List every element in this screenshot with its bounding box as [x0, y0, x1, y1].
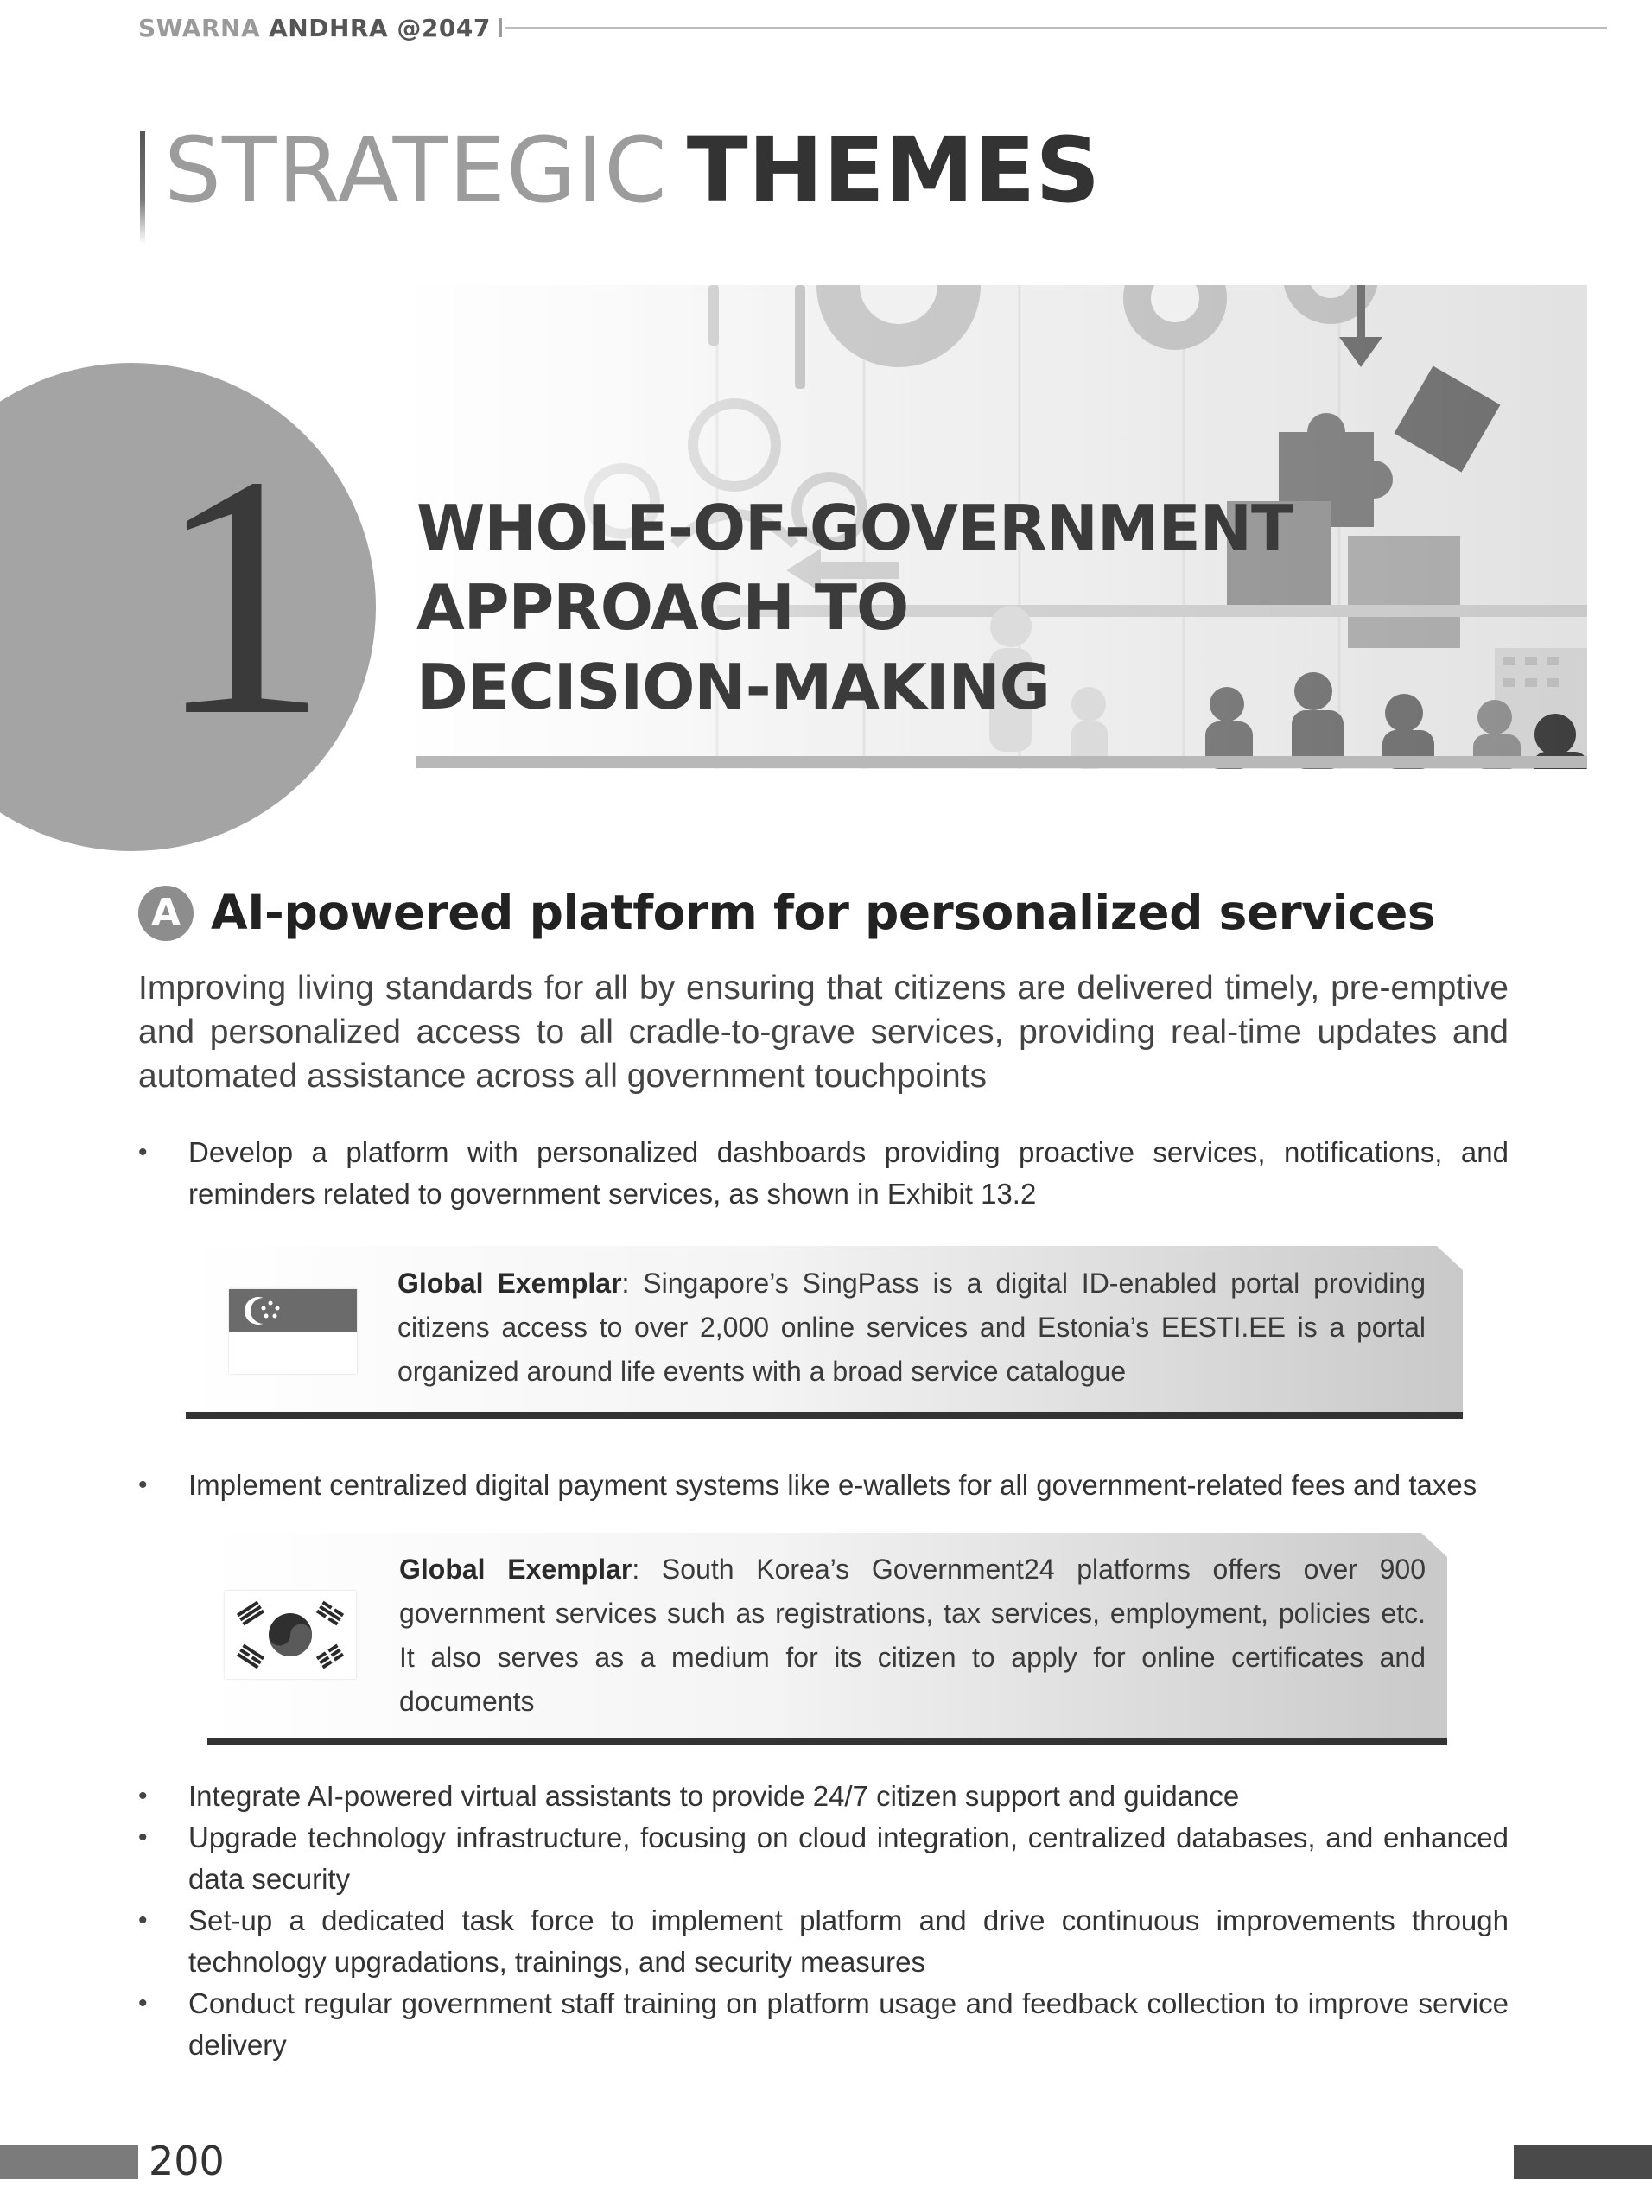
header-separator	[499, 18, 502, 37]
list-item: • Integrate AI-powered virtual assistants to provide 24/7 citizen support and guidance	[138, 1776, 1509, 1817]
list-item: • Set-up a dedicated task force to implement platform and drive continuous improvements through technology upgradations, trainings, and security measures	[138, 1900, 1509, 1983]
exemplar-box-underline	[207, 1738, 1447, 1745]
theme-title-line: WHOLE-OF-GOVERNMENT	[416, 492, 1293, 564]
section-title-bold: THEMES	[686, 118, 1101, 223]
exemplar-text-singapore	[397, 1262, 1426, 1394]
banner-underline	[416, 756, 1587, 768]
section-title-light: STRATEGIC	[164, 118, 668, 223]
running-header	[138, 10, 1607, 45]
theme-title	[416, 488, 1293, 727]
exemplar-label: Global Exemplar	[399, 1554, 632, 1585]
header-brand-bold: ANDHRA @2047	[269, 13, 491, 42]
subsection-intro: Improving living standards for all by ensuring that citizens are delivered timely, pre-emptive and personalized access to all cradle-to-grave services, providing real-time updates and automated assistance across all government touchpoints	[138, 969, 1509, 1095]
subsection-title: AI-powered platform for personalized services	[211, 885, 1436, 940]
exemplar-description: : South Korea’s Government24 platforms offers over 900 government services such as registrations, tax services, employment, policies etc. It also serves as a medium for its citizen to apply for online certificates and documents	[399, 1554, 1426, 1717]
theme-title-line: APPROACH TO	[416, 571, 909, 644]
page-number: 200	[149, 2138, 225, 2184]
header-brand-light: SWARNA	[138, 13, 261, 42]
header-rule	[505, 27, 1607, 29]
theme-title-line: DECISION-MAKING	[416, 651, 1050, 723]
bullet-list-1	[138, 1132, 1509, 1215]
exemplar-text-south-korea	[399, 1548, 1426, 1724]
section-title	[164, 114, 1100, 226]
theme-number: 1	[156, 404, 328, 787]
footer-bar-right	[1514, 2145, 1652, 2179]
exemplar-box-underline	[186, 1412, 1463, 1419]
bullet-list-2	[138, 1465, 1509, 1506]
footer-bar-left	[0, 2145, 138, 2179]
exemplar-description: : Singapore’s SingPass is a digital ID-enabled portal providing citizens access to over 2,000 online services and Estonia’s EESTI.EE is a portal organized around life events with a broad service catalogue	[397, 1268, 1426, 1387]
list-item: • Develop a platform with personalized dashboards providing proactive services, notifications, and reminders related to government services, as shown in Exhibit 13.2	[138, 1132, 1509, 1215]
section-title-rule	[140, 131, 145, 244]
subsection-badge: A	[138, 886, 194, 941]
south-korea-flag-icon	[225, 1591, 356, 1679]
exemplar-label: Global Exemplar	[397, 1268, 622, 1299]
singapore-flag-icon	[229, 1289, 357, 1374]
list-item: • Implement centralized digital payment systems like e-wallets for all government-related fees and taxes	[138, 1465, 1509, 1506]
bullet-list-3	[138, 1776, 1509, 2066]
list-item: • Conduct regular government staff training on platform usage and feedback collection to improve service delivery	[138, 1983, 1509, 2066]
list-item: • Upgrade technology infrastructure, focusing on cloud integration, centralized databases, and enhanced data security	[138, 1817, 1509, 1900]
